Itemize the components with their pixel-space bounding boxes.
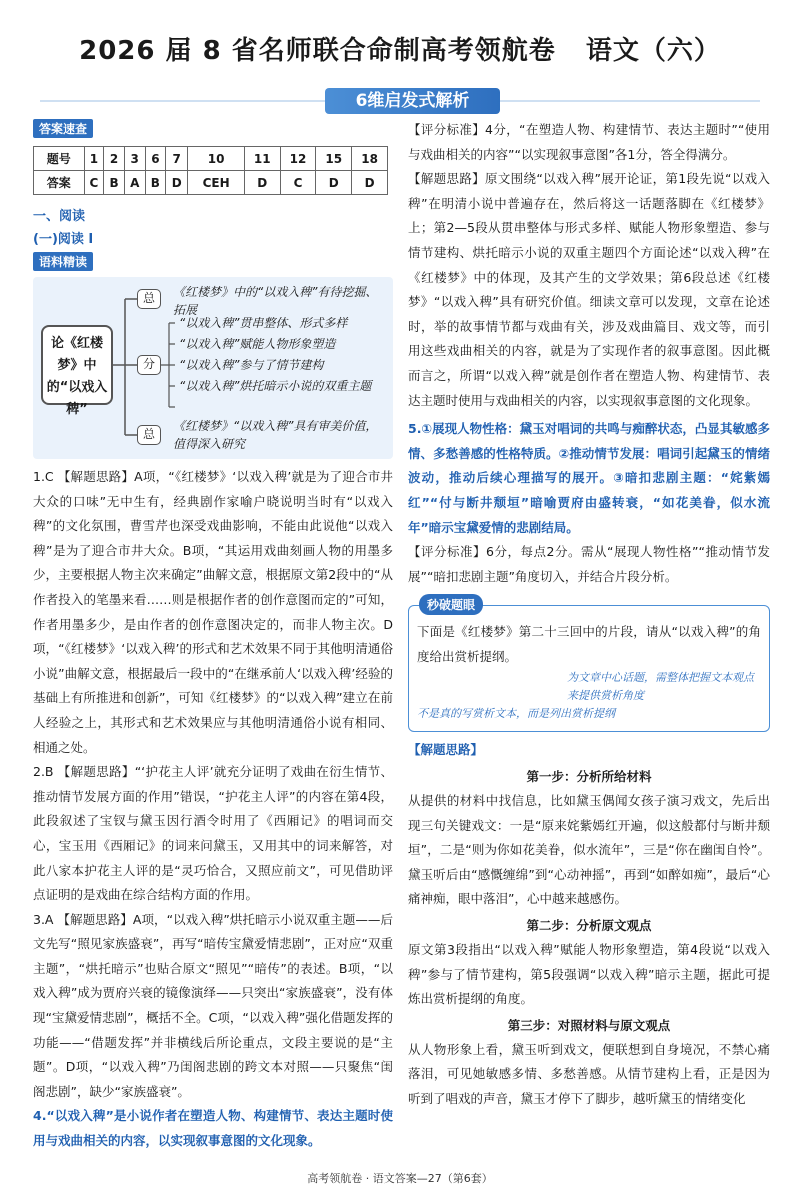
step-heading: 第二步：分析原文观点: [526, 918, 652, 934]
step-text: 从提供的材料中找信息，比如黛玉偶闻女孩子演习戏文，先后出现三句关键戏文：一是“原来姹紫嫣红开遍，似这般都付与断井颓垣”，二是“则为你如花美眷，似水流年”，三是“你在幽闺自怜”。黛玉听后由“感慨缠绵”到“心动神摇”，再到“如醉如痴”，最后“心痛神痴，眼中落泪”，心中越来越感伤。: [408, 793, 770, 907]
card-question: 下面是《红楼梦》第二十三回中的片段，请从“以戏入稗”的角度给出赏析提纲。: [417, 624, 761, 664]
cell: 6: [145, 147, 166, 171]
diagram-main: 论《红楼梦》中的“以戏入稗”: [41, 325, 113, 405]
diagram-text: 《红楼梦》中的“以戏入稗”有待挖掘、拓展: [173, 285, 378, 317]
step-text: 从人物形象上看，黛玉听到戏文，便联想到自身境况，不禁心痛落泪，可见她敏感多情、多愁善感。从情节建构上看，正是因为听到了唱戏的声音，黛玉才停下了脚步，越听黛玉的情绪变化: [408, 1041, 770, 1106]
answer-5: 5.①展现人物性格：黛玉对唱词的共鸣与痴醉状态，凸显其敏感多情、多愁善感的性格特质。②推动情节发展：唱词引起黛玉的情绪波动，推动后续心理描写的展开。③暗扣悲剧主题：“姹紫嫣红”“付与断井颓垣”暗喻贾府由盛转衰，“如花美眷，似水流年”暗示宝黛爱情的悲剧结局。: [408, 421, 770, 535]
scoring-1: 【评分标准】4分，“在塑造人物、构建情节、表达主题时”“使用与戏曲相关的内容”“以实现叙事意图”各1分，答全得满分。: [408, 122, 770, 162]
diagram-text: 《红楼梦》“以戏入稗”具有审美价值，值得深入研究: [173, 419, 378, 451]
section-banner: 6维启发式解析: [325, 88, 500, 114]
cell: 10: [188, 147, 245, 171]
cell: 1: [84, 147, 104, 171]
section-heading: 一、阅读: [33, 209, 86, 224]
idea-tag: 【解题思路】: [408, 742, 484, 758]
step-text: 原文第3段指出“以戏入稗”赋能人物形象塑造，第4段说“以戏入稗”参与了情节建构，第5段强调“以戏入稗”暗示主题，据此可提炼出赏析提纲的角度。: [408, 942, 770, 1007]
page-title: 2026 届 8 省名师联合命制高考领航卷 语文（六）: [79, 36, 721, 66]
diagram-node-3: 总: [137, 425, 161, 445]
cell: D: [352, 171, 388, 195]
cell: 18: [352, 147, 388, 171]
scoring-2: 【评分标准】6分，每点2分。需从“展现人物性格”“推动情节发展”“暗扣悲剧主题”角度切入，并结合片段分析。: [408, 544, 770, 584]
diagram-text: “以戏入稗”贯串整体、形式多样: [179, 316, 348, 330]
idea-1: 【解题思路】原文围绕“以戏入稗”展开论证，第1段先说“以戏入稗”在明清小说中普遍存在，然后将这一话题落脚在《红楼梦》上；第2—5段从贯串整体与形式多样、赋能人物形象塑造、参与情节建构、烘托暗示小说的双重主题四个方面论述“以戏入稗”在《红楼梦》中的体现，及其产生的文学效果；第6段总述《红楼梦》“以戏入稗”具有研究价值。细读文章可以发现，文章在论述时，举的故事情节都与戏曲有关，涉及戏曲篇目、戏文等，而引用这些戏曲相关的内容，就是为了实现作者的叙事意图。因此概而言之，所谓“以戏入稗”就是创作者在塑造人物、构建情节、表达主题时使用与戏曲相关的内容，以实现叙事意图的文化现象。: [408, 171, 770, 408]
cell: 7: [166, 147, 188, 171]
cell: 11: [244, 147, 280, 171]
cell: B: [104, 171, 125, 195]
answer-3: 3.A 【解题思路】A项，“以戏入稗”烘托暗示小说双重主题——后文先写“照见家族盛衰”，再写“暗传宝黛爱情悲剧”，正对应“双重主题”，“烘托暗示”也贴合原文“照见”“暗传”的表述。B项，“以戏入稗”成为贾府兴衰的镜像演绎——只突出“家族盛衰”，没有体现“宝黛爱情悲剧”，概括不全。C项，“以戏入稗”强化借题发挥的功能——“借题发挥”并非横线后所论重点，文段主要说的是“主题”。D项，“以戏入稗”乃闺阁悲剧的跨文本对照——只聚焦“闺阁悲剧”，缺少“家族盛衰”。: [33, 911, 393, 1099]
cell: D: [166, 171, 188, 195]
diagram-text: “以戏入稗”烘托暗示小说的双重主题: [179, 379, 372, 393]
answer-2: 2.B 【解题思路】“‘护花主人评’就充分证明了戏曲在衍生情节、推动情节发展方面的作用”错误，“护花主人评”的内容在第4段，此段叙述了宝钗与黛玉因行酒令时用了《西厢记》的唱词而交心，宝玉用《西厢记》的词来问黛玉，又用其中的词来解答，对此八家本护花主人评的是“灵巧恰合，又照应前文”，可见借助评点证明的是戏曲在综合结构方面的作用。: [33, 764, 393, 903]
answer-table: [33, 146, 388, 195]
card-tag: 秒破题眼: [419, 594, 483, 615]
cell: D: [316, 171, 352, 195]
row-label: 题号: [34, 147, 85, 171]
cell: 12: [280, 147, 316, 171]
cell: A: [124, 171, 145, 195]
answer-4: 4.“以戏入稗”是小说作者在塑造人物、构建情节、表达主题时使用与戏曲相关的内容，以实现叙事意图的文化现象。: [33, 1108, 393, 1149]
page-footer: 高考领航卷 · 语文答案—27（第6套）: [307, 1172, 493, 1185]
card-note: 不是真的写赏析文本，而是列出赏析提纲: [417, 707, 615, 721]
cell: 3: [124, 147, 145, 171]
reading-tag: 语料精读: [33, 252, 93, 271]
cell: CEH: [188, 171, 245, 195]
diagram-node-2: 分: [137, 355, 161, 375]
cell: C: [84, 171, 104, 195]
structure-diagram: [33, 277, 393, 459]
cell: 15: [316, 147, 352, 171]
right-column: [408, 118, 770, 1112]
step-heading: 第三步：对照材料与原文观点: [507, 1017, 671, 1033]
diagram-text: “以戏入稗”赋能人物形象塑造: [179, 337, 336, 351]
answer-1: 1.C 【解题思路】A项，“《红楼梦》‘以戏入稗’就是为了迎合市井大众的口味”无中生有，经典剧作家喻户晓说明当时有“以戏入稗”的文化氛围，曹雪芹也深受戏曲影响，不能由此说他“以戏入稗”是为了迎合市井大众。B项，“其运用戏曲刻画人物的用墨多少，主要根据人物主次来确定”曲解文意，根据原文第2段中的“从作者投入的笔墨来看……则是根据作者的创作意图而定的”可知，作者用墨多少，是由作者的创作意图决定的，而非人物主次。D项，“《红楼梦》‘以戏入稗’的形式和艺术效果不同于其他明清通俗小说”曲解文意，根据最后一段中的“在继承前人‘以戏入稗’经验的基础上有所推进和创新”，可知《红楼梦》的“以戏入稗”建立在前人经验之上，其形式和艺术效果应与其他明清通俗小说有相同、相通之处。: [33, 469, 393, 755]
section-heading: (一)阅读 I: [33, 232, 94, 247]
diagram-text: “以戏入稗”参与了情节建构: [179, 358, 324, 372]
cell: 2: [104, 147, 125, 171]
table-row: [34, 171, 388, 195]
key-card: [408, 598, 770, 732]
table-row: [34, 147, 388, 171]
left-column: [33, 118, 393, 1154]
cell: C: [280, 171, 316, 195]
cell: D: [244, 171, 280, 195]
row-label: 答案: [34, 171, 85, 195]
diagram-node-1: 总: [137, 289, 161, 309]
card-note: 为文章中心话题，需整体把握文本观点来提供赏析角度: [567, 671, 754, 703]
cell: B: [145, 171, 166, 195]
answer-tag: 答案速查: [33, 119, 93, 138]
step-heading: 第一步：分析所给材料: [526, 769, 652, 785]
